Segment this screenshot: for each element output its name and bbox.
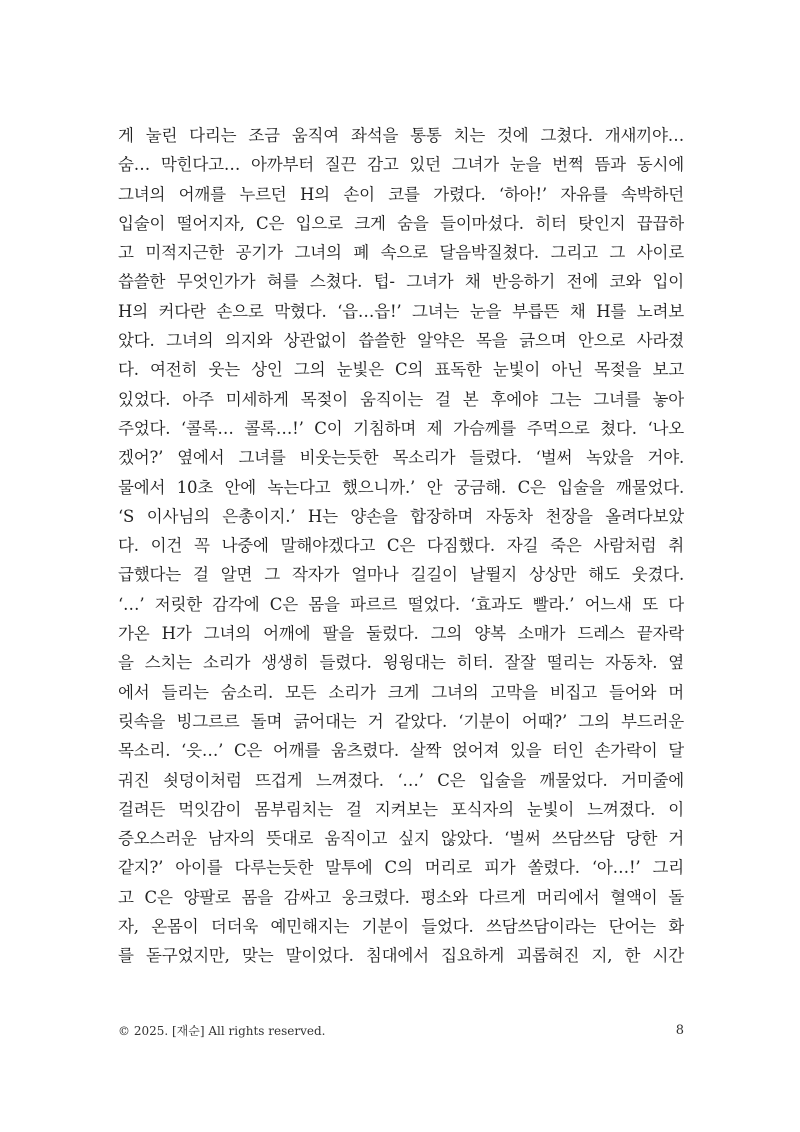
text-line: 증오스러운 남자의 뜻대로 움직이고 싶지 않았다. ‘벌써 쓰담쓰담 당한 거 [118, 829, 684, 849]
text-line: 겠어?’ 옆에서 그녀를 비웃는듯한 목소리가 들렸다. ‘벌써 녹았을 거야. [118, 448, 684, 468]
page-number: 8 [675, 1023, 684, 1038]
page-footer [118, 1021, 684, 1041]
text-line: 고 C은 양팔로 몸을 감싸고 웅크렸다. 평소와 다르게 머리에서 혈액이 돌 [118, 887, 684, 907]
text-line: H의 커다란 손으로 막혔다. ‘읍…읍!’ 그녀는 눈을 부릅뜬 채 H를 노려보 [118, 301, 684, 321]
body-text [118, 121, 684, 971]
text-line: 같지?’ 아이를 다루는듯한 말투에 C의 머리로 피가 쏠렸다. ‘아…!’ 그리 [118, 858, 684, 878]
text-line: ‘…’ 저릿한 감각에 C은 몸을 파르르 떨었다. ‘효과도 빨라.’ 어느새 또 다 [118, 594, 684, 614]
text-line: 궈진 쇳덩이처럼 뜨겁게 느껴졌다. ‘…’ C은 입술을 깨물었다. 거미줄에 [118, 770, 684, 790]
text-line: 숨… 막힌다고… 아까부터 질끈 감고 있던 그녀가 눈을 번쩍 뜸과 동시에 [118, 155, 684, 175]
text-line: 다. 이건 꼭 나중에 말해야겠다고 C은 다짐했다. 자길 죽은 사람처럼 취 [118, 536, 684, 556]
text-line: 급했다는 걸 알면 그 작자가 얼마나 길길이 날뛸지 상상만 해도 웃겼다. [118, 565, 684, 585]
text-line: 씁쓸한 무엇인가가 혀를 스쳤다. 텁- 그녀가 채 반응하기 전에 코와 입이 [118, 272, 684, 292]
text-line: 가온 H가 그녀의 어깨에 팔을 둘렀다. 그의 양복 소매가 드레스 끝자락 [118, 624, 684, 644]
copyright-notice: © 2025. [재순] All rights reserved. [118, 1024, 326, 1038]
text-line: 게 눌린 다리는 조금 움직여 좌석을 통통 치는 것에 그쳤다. 개새끼야… [118, 126, 684, 145]
text-line: 다. 여전히 웃는 상인 그의 눈빛은 C의 표독한 눈빛이 아닌 목젖을 보고 [118, 360, 684, 380]
text-line: ‘S 이사님의 은총이지.’ H는 양손을 합장하며 자동차 천장을 올려다보았 [118, 506, 684, 526]
text-line: 았다. 그녀의 의지와 상관없이 씁쓸한 알약은 목을 긁으며 안으로 사라졌 [118, 331, 684, 351]
text-line: 을 스치는 소리가 생생히 들렸다. 윙윙대는 히터. 잘잘 떨리는 자동차. 옆 [118, 653, 684, 673]
text-line: 그녀의 어깨를 누르던 H의 손이 코를 가렸다. ‘하아!’ 자유를 속박하던 [118, 184, 684, 204]
text-line: 걸려든 먹잇감이 몸부림치는 걸 지켜보는 포식자의 눈빛이 느껴졌다. 이 [118, 799, 684, 819]
text-line: 에서 들리는 숨소리. 모든 소리가 크게 그녀의 고막을 비집고 들어와 머 [118, 682, 684, 702]
text-line: 입술이 떨어지자, C은 입으로 크게 숨을 들이마셨다. 히터 탓인지 끕끕하 [118, 213, 684, 233]
text-line: 릿속을 빙그르르 돌며 긁어대는 거 같았다. ‘기분이 어때?’ 그의 부드러운 [118, 711, 684, 731]
text-line: 물에서 10초 안에 녹는다고 했으니까.’ 안 궁금해. C은 입술을 깨물었다. [118, 477, 684, 497]
text-line: 를 돋구었지만, 맞는 말이었다. 침대에서 집요하게 괴롭혀진 지, 한 시간 [118, 946, 684, 966]
text-line: 주었다. ‘콜록… 콜록…!’ C이 기침하며 제 가슴께를 주먹으로 쳤다. ‘나오 [118, 418, 684, 438]
text-line: 목소리. ‘읏…’ C은 어깨를 움츠렸다. 살짝 얹어져 있을 터인 손가락이 달 [118, 741, 684, 761]
text-line: 자, 온몸이 더더욱 예민해지는 기분이 들었다. 쓰담쓰담이라는 단어는 화 [118, 917, 684, 937]
text-line: 있었다. 아주 미세하게 목젖이 움직이는 걸 본 후에야 그는 그녀를 놓아 [118, 389, 684, 409]
text-line: 고 미적지근한 공기가 그녀의 폐 속으로 달음박질쳤다. 그리고 그 사이로 [118, 243, 684, 263]
